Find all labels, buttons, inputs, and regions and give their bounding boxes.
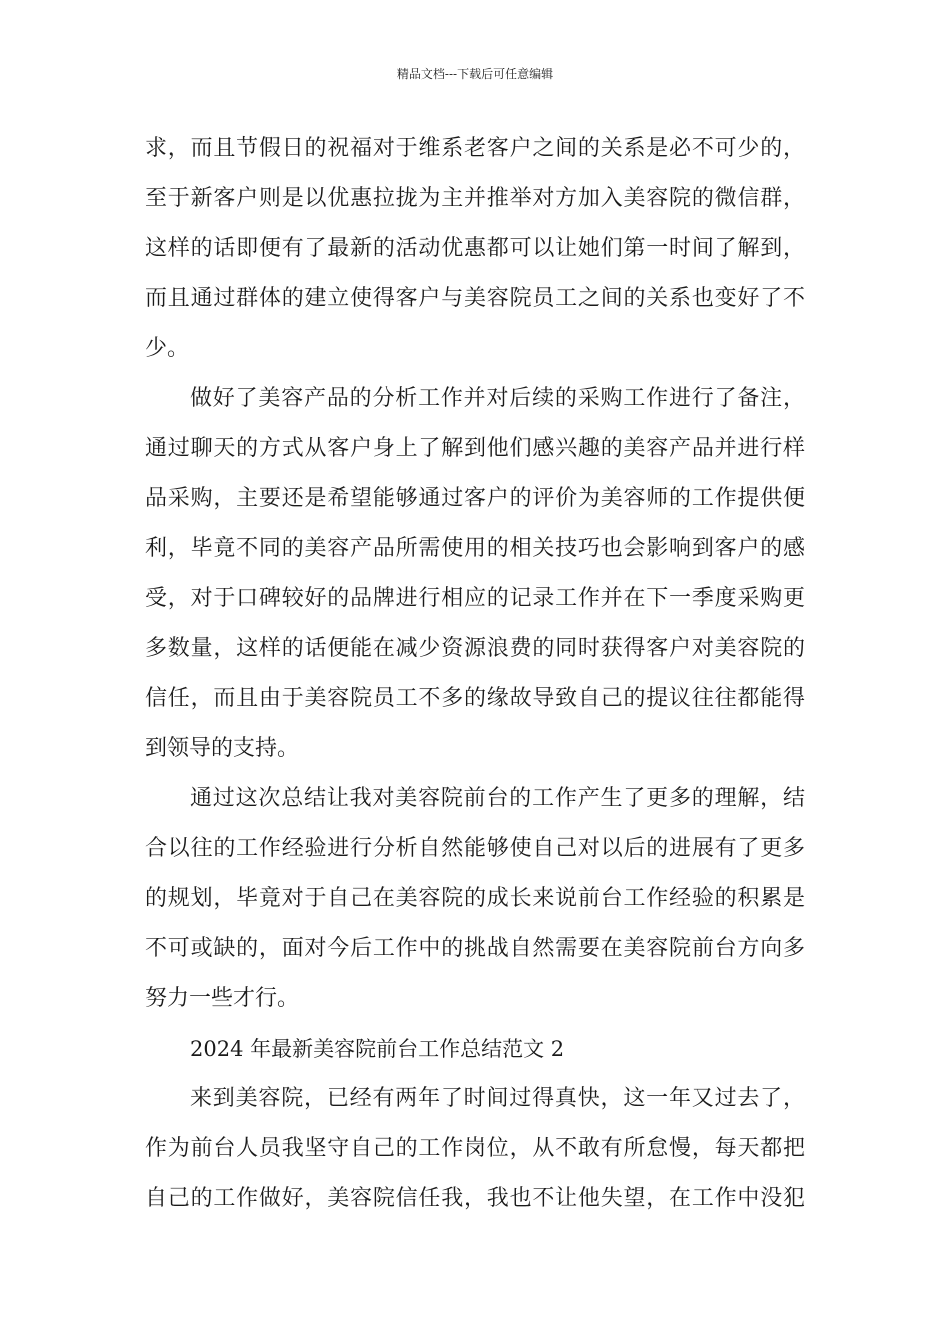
text-line: 利，毕竟不同的美容产品所需使用的相关技巧也会影响到客户的感: [145, 536, 805, 561]
text-line: 品采购，主要还是希望能够通过客户的评价为美容师的工作提供便: [145, 486, 805, 511]
text-line: 通过这次总结让我对美容院前台的工作产生了更多的理解，结: [190, 786, 805, 811]
text-line: 信任，而且由于美容院员工不多的缘故导致自己的提议往往都能得: [145, 686, 805, 711]
text-line: 的规划，毕竟对于自己在美容院的成长来说前台工作经验的积累是: [145, 886, 805, 911]
text-line: 作为前台人员我坚守自己的工作岗位，从不敢有所怠慢，每天都把: [145, 1136, 805, 1161]
section-heading: 2024 年最新美容院前台工作总结范文 2: [190, 1037, 565, 1061]
text-line: 自己的工作做好，美容院信任我，我也不让他失望，在工作中没犯: [145, 1186, 805, 1211]
text-line: 合以往的工作经验进行分析自然能够使自己对以后的进展有了更多: [145, 836, 805, 861]
text-line: 求，而且节假日的祝福对于维系老客户之间的关系是必不可少的，: [145, 136, 805, 161]
text-line: 至于新客户则是以优惠拉拢为主并推举对方加入美容院的微信群，: [145, 186, 805, 211]
text-line: 而且通过群体的建立使得客户与美容院员工之间的关系也变好了不: [145, 286, 805, 311]
text-line: 多数量，这样的话便能在减少资源浪费的同时获得客户对美容院的: [145, 636, 805, 661]
text-line: 通过聊天的方式从客户身上了解到他们感兴趣的美容产品并进行样: [145, 436, 805, 461]
page-header: 精品文档---下载后可任意编辑: [396, 67, 554, 81]
text-line: 来到美容院，已经有两年了时间过得真快，这一年又过去了，: [190, 1086, 805, 1111]
text-line: 受，对于口碑较好的品牌进行相应的记录工作并在下一季度采购更: [145, 586, 805, 611]
text-line: 这样的话即便有了最新的活动优惠都可以让她们第一时间了解到，: [145, 236, 805, 261]
text-line: 做好了美容产品的分析工作并对后续的采购工作进行了备注，: [190, 386, 805, 411]
text-line: 不可或缺的，面对今后工作中的挑战自然需要在美容院前台方向多: [145, 936, 805, 961]
text-line: 努力一些才行。: [145, 986, 300, 1011]
text-line: 少。: [145, 336, 190, 361]
text-line: 到领导的支持。: [145, 736, 300, 761]
